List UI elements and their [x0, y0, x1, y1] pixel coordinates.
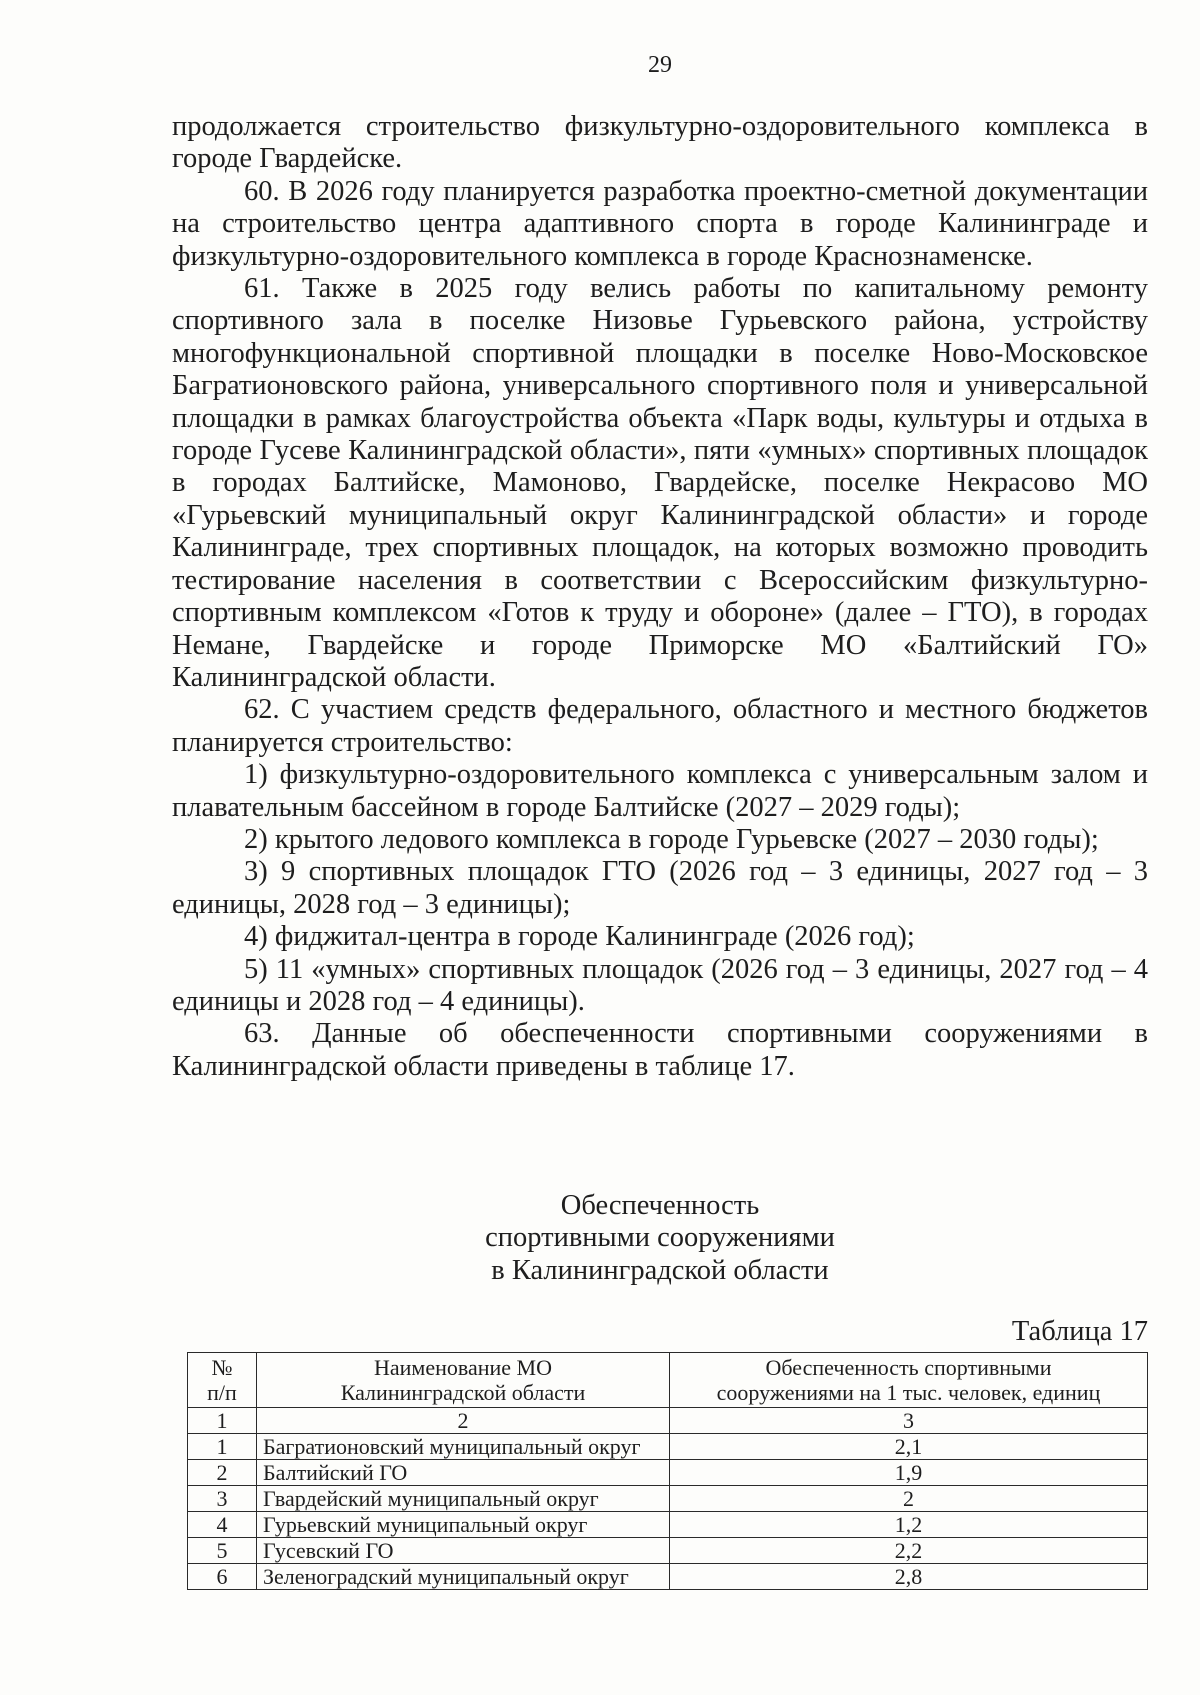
row-value: 2,1 — [670, 1434, 1148, 1460]
row-municipality: Багратионовский муниципальный округ — [257, 1434, 670, 1460]
table-row — [188, 1486, 1148, 1512]
header-municipality-line1: Наименование МО — [373, 1355, 552, 1380]
index-cell: 2 — [257, 1408, 670, 1434]
list-item: 1) физкультурно-оздоровительного комплекса с универсальным залом и плавательным бассейном в городе Балтийске (2027 – 2029 годы); — [172, 759, 1148, 823]
table-row — [188, 1512, 1148, 1538]
row-municipality: Гурьевский муниципальный округ — [257, 1512, 670, 1538]
table-row — [188, 1538, 1148, 1564]
header-provision-line2: сооружениями на 1 тыс. человек, единиц — [716, 1380, 1101, 1405]
row-number: 1 — [188, 1434, 257, 1460]
paragraph-62: 62. С участием средств федерального, областного и местного бюджетов планируется строительство: — [172, 694, 1148, 758]
row-value: 2,8 — [670, 1564, 1148, 1590]
row-number: 3 — [188, 1486, 257, 1512]
header-municipality-line2: Калининградской области — [340, 1380, 586, 1405]
row-number: 5 — [188, 1538, 257, 1564]
row-municipality: Балтийский ГО — [257, 1460, 670, 1486]
row-number: 2 — [188, 1460, 257, 1486]
row-value: 1,9 — [670, 1460, 1148, 1486]
header-provision-line1: Обеспеченность спортивными — [765, 1355, 1052, 1380]
paragraph-61: 61. Также в 2025 году велись работы по капитальному ремонту спортивного зала в поселке Низовье Гурьевского района, устройству многофункциональной спортивной площадки в поселке Ново-Московское Багратионовского района, универсального спортивного поля и универсальной площадки в рамках благоустройства объекта «Парк воды, культуры и отдыха в городе Гусеве Калининградской области», пяти «умных» спортивных площадок в городах Балтийске, Мамоново, Гвардейске, поселке Некрасово МО «Гурьевский муниципальный округ Калининградской области» и городе Калининграде, трех спортивных площадок, на которых возможно проводить тестирование населения в соответствии с Всероссийским физкультурно-спортивным комплексом «Готов к труду и обороне» (далее – ГТО), в городах Немане, Гвардейске и городе Приморске МО «Балтийский ГО» Калининградской области. — [172, 273, 1148, 693]
table-title-line: Обеспеченность — [560, 1190, 760, 1221]
header-number-line1: № — [211, 1355, 233, 1380]
table-row — [188, 1460, 1148, 1486]
row-municipality: Гусевский ГО — [257, 1538, 670, 1564]
row-value: 2,2 — [670, 1538, 1148, 1564]
header-number — [188, 1353, 257, 1408]
paragraph-60: 60. В 2026 году планируется разработка проектно-сметной документации на строительство центра адаптивного спорта в городе Калининграде и физкультурно-оздоровительного комплекса в городе Краснознаменске. — [172, 175, 1148, 272]
paragraph-63: 63. Данные об обеспеченности спортивными сооружениями в Калининградской области приведены в таблице 17. — [172, 1018, 1148, 1082]
header-provision — [670, 1353, 1148, 1408]
table-title-line: спортивными сооружениями — [485, 1222, 835, 1254]
table-title-line: в Калининградской области — [491, 1254, 829, 1286]
sports-facilities-table — [187, 1352, 1148, 1590]
row-municipality: Гвардейский муниципальный округ — [257, 1486, 670, 1512]
list-item: 2) крытого ледового комплекса в городе Гурьевске (2027 – 2030 годы); — [244, 823, 1099, 855]
paragraph-continuation: продолжается строительство физкультурно-оздоровительного комплекса в городе Гвардейске. — [172, 111, 1148, 175]
header-number-line2: п/п — [207, 1380, 237, 1405]
list-item: 3) 9 спортивных площадок ГТО (2026 год – 3 единицы, 2027 год – 3 единицы, 2028 год – 3 единицы); — [172, 856, 1148, 920]
table-header-row — [188, 1353, 1148, 1408]
row-value: 2 — [670, 1486, 1148, 1512]
row-municipality: Зеленоградский муниципальный округ — [257, 1564, 670, 1590]
table-index-row — [188, 1408, 1148, 1434]
row-value: 1,2 — [670, 1512, 1148, 1538]
page-number: 29 — [648, 52, 672, 78]
row-number: 6 — [188, 1564, 257, 1590]
header-municipality — [257, 1353, 670, 1408]
document-body — [172, 111, 1148, 1083]
row-number: 4 — [188, 1512, 257, 1538]
table-row — [188, 1564, 1148, 1590]
list-item: 5) 11 «умных» спортивных площадок (2026 год – 3 единицы, 2027 год – 4 единицы и 2028 год – 4 единицы). — [172, 953, 1148, 1017]
table-title — [172, 1190, 1148, 1287]
index-cell: 3 — [670, 1408, 1148, 1434]
index-cell: 1 — [188, 1408, 257, 1434]
list-item: 4) фиджитал-центра в городе Калининграде (2026 год); — [244, 921, 915, 953]
table-label: Таблица 17 — [1011, 1316, 1148, 1347]
table-row — [188, 1434, 1148, 1460]
